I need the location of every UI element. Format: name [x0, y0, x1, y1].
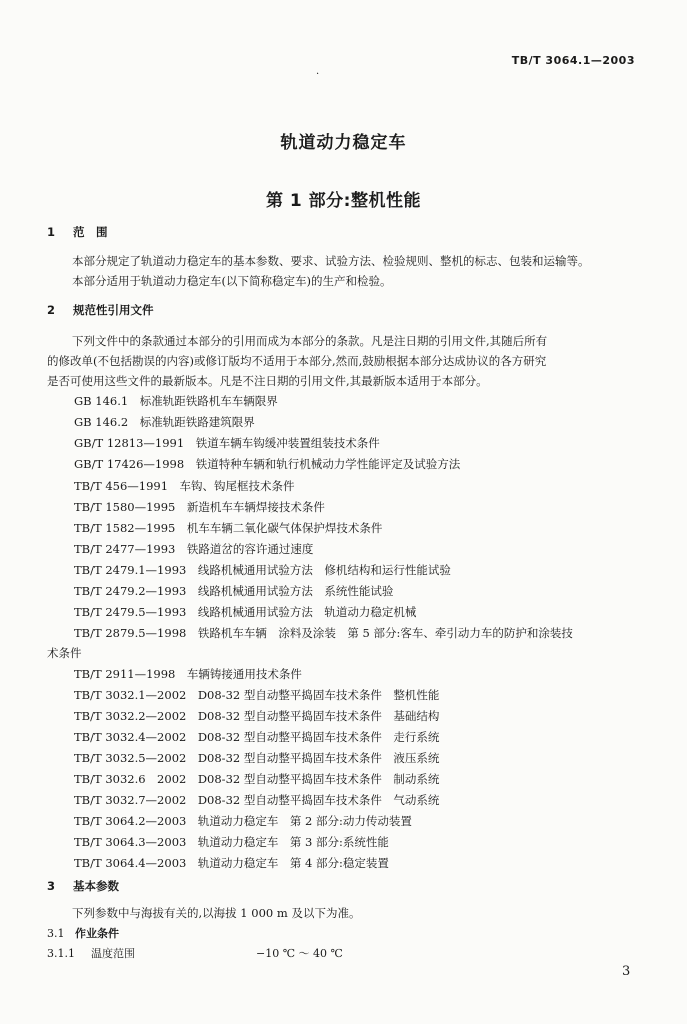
basic-params-intro: 下列参数中与海拔有关的,以海拔 1 000 m 及以下为准。 — [72, 906, 361, 920]
section-number: 1 — [47, 225, 56, 239]
reference-title: 标准轨距铁路建筑限界 — [139, 415, 255, 429]
reference-code: TB/T 3064.2—2003 — [74, 814, 187, 828]
reference-title: D08-32 型自动整平捣固车技术条件 基础结构 — [197, 709, 440, 723]
reference-title: D08-32 型自动整平捣固车技术条件 气动系统 — [197, 793, 440, 807]
reference-title: 线路机械通用试验方法 修机结构和运行性能试验 — [197, 563, 451, 577]
reference-item-continuation — [47, 645, 82, 661]
reference-code: TB/T 3032.7—2002 — [74, 793, 187, 807]
reference-title: 线路机械通用试验方法 轨道动力稳定机械 — [197, 605, 417, 619]
reference-code: TB/T 3064.3—2003 — [74, 835, 187, 849]
document-subtitle: 第 1 部分:整机性能 — [266, 191, 421, 211]
normative-intro-line-1: 下列文件中的条款通过本部分的引用而成为本部分的条款。凡是注日期的引用文件,其随后所有 — [72, 334, 548, 348]
normative-intro-line-3: 是否可使用这些文件的最新版本。凡是不注日期的引用文件,其最新版本适用于本部分。 — [47, 374, 488, 388]
reference-title: 铁路机车车辆 涂料及涂装 第 5 部分:客车、牵引动力车的防护和涂装技 — [197, 626, 573, 640]
standard-code-header: TB/T 3064.1—2003 — [511, 54, 635, 67]
reference-title: 轨道动力稳定车 第 2 部分:动力传动装置 — [197, 814, 412, 828]
reference-item — [74, 478, 295, 494]
subsection-number: 3.1 — [47, 927, 65, 940]
reference-code: TB/T 3032.6 2002 — [74, 772, 187, 786]
scope-paragraph-line-2: 本部分适用于轨道动力稳定车(以下简称稳定车)的生产和检验。 — [72, 274, 392, 288]
reference-title: 轨道动力稳定车 第 3 部分:系统性能 — [197, 835, 389, 849]
reference-code: TB/T 3032.5—2002 — [74, 751, 187, 765]
reference-code: TB/T 1580—1995 — [74, 500, 176, 514]
reference-code: TB/T 3032.2—2002 — [74, 709, 187, 723]
reference-title: D08-32 型自动整平捣固车技术条件 整机性能 — [197, 688, 440, 702]
reference-item — [74, 583, 393, 599]
reference-item — [74, 520, 382, 536]
subsection-title: 作业条件 — [75, 927, 119, 940]
reference-item — [74, 414, 255, 430]
reference-code: TB/T 2477—1993 — [74, 542, 176, 556]
reference-title: 车钩、钩尾框技术条件 — [179, 479, 295, 493]
normative-intro-line-2: 的修改单(不包括勘误的内容)或修订版均不适用于本部分,然而,鼓励根据本部分达成协议的各方研究 — [47, 354, 547, 368]
temperature-range-value: −10 ℃ ～ 40 ℃ — [256, 947, 343, 960]
section-title: 基本参数 — [73, 879, 119, 893]
reference-code: GB 146.2 — [74, 415, 129, 429]
reference-title: 铁道特种车辆和轨行机械动力学性能评定及试验方法 — [195, 457, 461, 471]
section-number: 3 — [47, 879, 56, 893]
section-title: 范 围 — [73, 225, 108, 239]
reference-item — [74, 562, 451, 578]
subsection-title: 温度范围 — [91, 947, 135, 960]
reference-title: 标准轨距铁路机车车辆限界 — [139, 394, 278, 408]
reference-code: TB/T 2479.5—1993 — [74, 605, 187, 619]
reference-code: TB/T 2479.2—1993 — [74, 584, 187, 598]
reference-item — [74, 834, 389, 850]
reference-title: 线路机械通用试验方法 系统性能试验 — [197, 584, 394, 598]
reference-item — [74, 729, 439, 745]
section-1-heading — [47, 224, 108, 240]
page-mark: . — [316, 66, 320, 77]
reference-code: GB/T 12813—1991 — [74, 436, 185, 450]
reference-code: GB/T 17426—1998 — [74, 457, 185, 471]
subsection-3-1 — [47, 925, 119, 941]
subsection-number: 3.1.1 — [47, 947, 75, 960]
reference-title: 铁道车辆车钩缓冲装置组装技术条件 — [195, 436, 380, 450]
reference-item — [74, 604, 416, 620]
reference-code: TB/T 2911—1998 — [74, 667, 176, 681]
reference-title: 新造机车车辆焊接技术条件 — [186, 500, 325, 514]
reference-item — [74, 666, 302, 682]
reference-item — [74, 771, 439, 787]
section-number: 2 — [47, 303, 56, 317]
reference-item — [74, 855, 389, 871]
reference-code: TB/T 456—1991 — [74, 479, 169, 493]
page-number: 3 — [622, 964, 631, 979]
reference-item — [74, 687, 439, 703]
section-3-heading — [47, 878, 119, 894]
reference-title: D08-32 型自动整平捣固车技术条件 制动系统 — [197, 772, 440, 786]
reference-item — [74, 435, 380, 451]
reference-code: TB/T 3032.4—2002 — [74, 730, 187, 744]
reference-title: 车辆铸接通用技术条件 — [186, 667, 302, 681]
reference-item — [74, 708, 439, 724]
reference-code: TB/T 3064.4—2003 — [74, 856, 187, 870]
reference-item — [74, 792, 439, 808]
reference-item — [74, 750, 439, 766]
reference-item — [74, 625, 573, 641]
document-title: 轨道动力稳定车 — [280, 133, 407, 153]
scope-paragraph-line-1: 本部分规定了轨道动力稳定车的基本参数、要求、试验方法、检验规则、整机的标志、包装和运输等。 — [72, 254, 590, 268]
reference-title: 术条件 — [47, 646, 82, 660]
reference-code: GB 146.1 — [74, 394, 129, 408]
reference-title: 铁路道岔的容许通过速度 — [186, 542, 314, 556]
reference-code: TB/T 2879.5—1998 — [74, 626, 187, 640]
reference-title: 机车车辆二氧化碳气体保护焊技术条件 — [186, 521, 383, 535]
section-2-heading — [47, 302, 154, 318]
reference-title: 轨道动力稳定车 第 4 部分:稳定装置 — [197, 856, 389, 870]
reference-item — [74, 456, 460, 472]
section-title: 规范性引用文件 — [73, 303, 154, 317]
subsection-3-1-1 — [47, 945, 343, 961]
reference-title: D08-32 型自动整平捣固车技术条件 液压系统 — [197, 751, 440, 765]
reference-item — [74, 541, 313, 557]
reference-item — [74, 499, 325, 515]
reference-item — [74, 813, 412, 829]
reference-title: D08-32 型自动整平捣固车技术条件 走行系统 — [197, 730, 440, 744]
reference-code: TB/T 1582—1995 — [74, 521, 176, 535]
reference-code: TB/T 2479.1—1993 — [74, 563, 187, 577]
reference-item — [74, 393, 278, 409]
reference-code: TB/T 3032.1—2002 — [74, 688, 187, 702]
